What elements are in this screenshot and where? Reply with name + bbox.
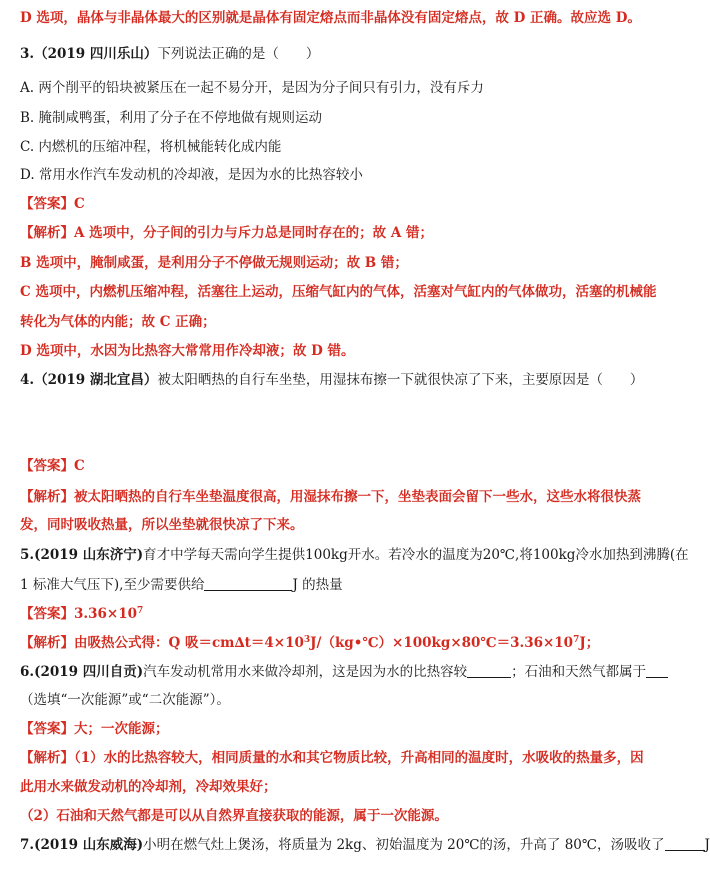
q5-stem-2-pre: 1 标准大气压下),至少需要供给 — [20, 577, 205, 593]
q6-stem — [20, 662, 647, 682]
q3-source: （2019 四川乐山） — [34, 46, 158, 62]
q5-stem — [20, 545, 689, 565]
q5-stem-text: 育才中学每天需向学生提供100kg开水。若冷水的温度为20℃,将100kg冷水加热到沸腾(在 — [143, 547, 689, 563]
explanation-text: 被太阳晒热的自行车坐垫温度很高，用湿抹布擦一下，坐垫表面会留下一些水，这些水将很快蒸 — [74, 489, 641, 505]
q7-stem-tail: J — [704, 837, 710, 853]
q4-answer — [20, 456, 622, 476]
q3-option-b: B. 腌制咸鸭蛋，利用了分子在不停地做有规则运动 — [20, 110, 323, 126]
answer-value: C — [74, 458, 85, 474]
explanation-pre: 由吸热公式得：Q 吸＝cm∆t＝4×10 — [74, 635, 304, 651]
answer-tag: 【答案】 — [20, 721, 74, 737]
q4-explanation-1 — [20, 487, 641, 507]
q6-explanation-3: （2）石油和天然气都是可以从自然界直接获取的能源，属于一次能源。 — [20, 808, 448, 824]
explanation-post: J； — [579, 635, 600, 651]
answer-blank[interactable] — [646, 664, 668, 678]
q6-number: 6. — [20, 664, 35, 680]
q3-explanation-1 — [20, 223, 622, 243]
answer-value: C — [74, 196, 85, 212]
q3-option-c: C. 内燃机的压缩冲程，将机械能转化成内能 — [20, 139, 282, 155]
answer-exponent: 7 — [136, 606, 144, 616]
q5-explanation — [20, 633, 622, 653]
q5-stem-2 — [20, 575, 622, 595]
q3-option-a: A. 两个削平的铅块被紧压在一起不易分开，是因为分子间只有引力，没有斥力 — [20, 80, 484, 96]
q3-stem-text: 下列说法正确的是（ ） — [157, 46, 320, 62]
q4-stem-text: 被太阳晒热的自行车坐垫，用湿抹布擦一下就很快凉了下来，主要原因是（ ） — [157, 372, 644, 388]
q7-stem — [20, 835, 710, 855]
q6-stem-2: （选填“一次能源”或“二次能源”）。 — [20, 692, 230, 708]
q4-source: （2019 湖北宜昌） — [34, 372, 158, 388]
q6-answer — [20, 719, 622, 739]
q3-explanation-3: C 选项中，内燃机压缩冲程，活塞往上运动，压缩气缸内的气体，活塞对气缸内的气体做功，活塞的机械能 — [20, 284, 657, 300]
explanation-text: A 选项中，分子间的引力与斥力总是同时存在的；故 A 错； — [74, 225, 434, 241]
answer-blank[interactable] — [467, 664, 511, 678]
q7-stem-text: 小明在燃气灶上煲汤，将质量为 2kg、初始温度为 20℃的汤，升高了 80℃，汤吸收了 — [143, 837, 665, 853]
q3-explanation-2: B 选项中，腌制咸蛋，是利用分子不停做无规则运动；故 B 错； — [20, 255, 408, 271]
q6-source: (2019 四川自贡) — [34, 664, 144, 680]
q7-source: (2019 山东威海) — [34, 837, 144, 853]
q4-number: 4. — [20, 372, 35, 388]
q4-explanation-2: 发，同时吸收热量，所以坐垫就很快凉了下来。 — [20, 517, 304, 533]
exponent: 7 — [573, 635, 580, 645]
explanation-text: （1）水的比热容较大，相同质量的水和其它物质比较，升高相同的温度时，水吸收的热量多，因 — [74, 750, 644, 766]
q5-answer — [20, 604, 622, 624]
explanation-tag: 【解析】 — [20, 635, 74, 651]
q6-stem-pre: 汽车发动机常用水来做冷却剂，这是因为水的比热容较 — [143, 664, 468, 680]
answer-blank[interactable] — [665, 837, 705, 851]
q6-explanation-1 — [20, 748, 644, 768]
q7-number: 7. — [20, 837, 35, 853]
answer-tag: 【答案】 — [20, 606, 74, 622]
q3-option-d: D. 常用水作汽车发动机的冷却液，是因为水的比热容较小 — [20, 167, 363, 183]
q3-stem — [20, 44, 622, 64]
explanation-mid: J/（kg•℃）×100kg×80℃＝3.36×10 — [310, 635, 574, 651]
exponent: 3 — [303, 635, 311, 645]
answer-tag: 【答案】 — [20, 196, 74, 212]
q3-explanation-4: 转化为气体的内能；故 C 正确； — [20, 314, 216, 330]
q2-explanation-d: D 选项，晶体与非晶体最大的区别就是晶体有固定熔点而非晶体没有固定熔点，故 D 正确。故应选 D。 — [20, 10, 641, 26]
q5-stem-2-post: J 的热量 — [292, 577, 343, 593]
answer-value: 大；一次能源； — [74, 721, 169, 737]
q3-explanation-5: D 选项中，水因为比热容大常常用作冷却液；故 D 错。 — [20, 343, 355, 359]
answer-blank[interactable] — [204, 577, 292, 591]
q4-stem — [20, 370, 644, 390]
q5-number: 5. — [20, 547, 35, 563]
answer-tag: 【答案】 — [20, 458, 74, 474]
explanation-tag: 【解析】 — [20, 750, 74, 766]
q3-answer — [20, 194, 622, 214]
explanation-tag: 【解析】 — [20, 489, 74, 505]
answer-value: 3.36×10 — [74, 606, 137, 622]
explanation-tag: 【解析】 — [20, 225, 74, 241]
q3-number: 3. — [20, 46, 35, 62]
q6-stem-mid: ；石油和天然气都属于 — [511, 664, 647, 680]
q5-source: (2019 山东济宁) — [34, 547, 144, 563]
q6-explanation-2: 此用水来做发动机的冷却剂，冷却效果好； — [20, 779, 277, 795]
